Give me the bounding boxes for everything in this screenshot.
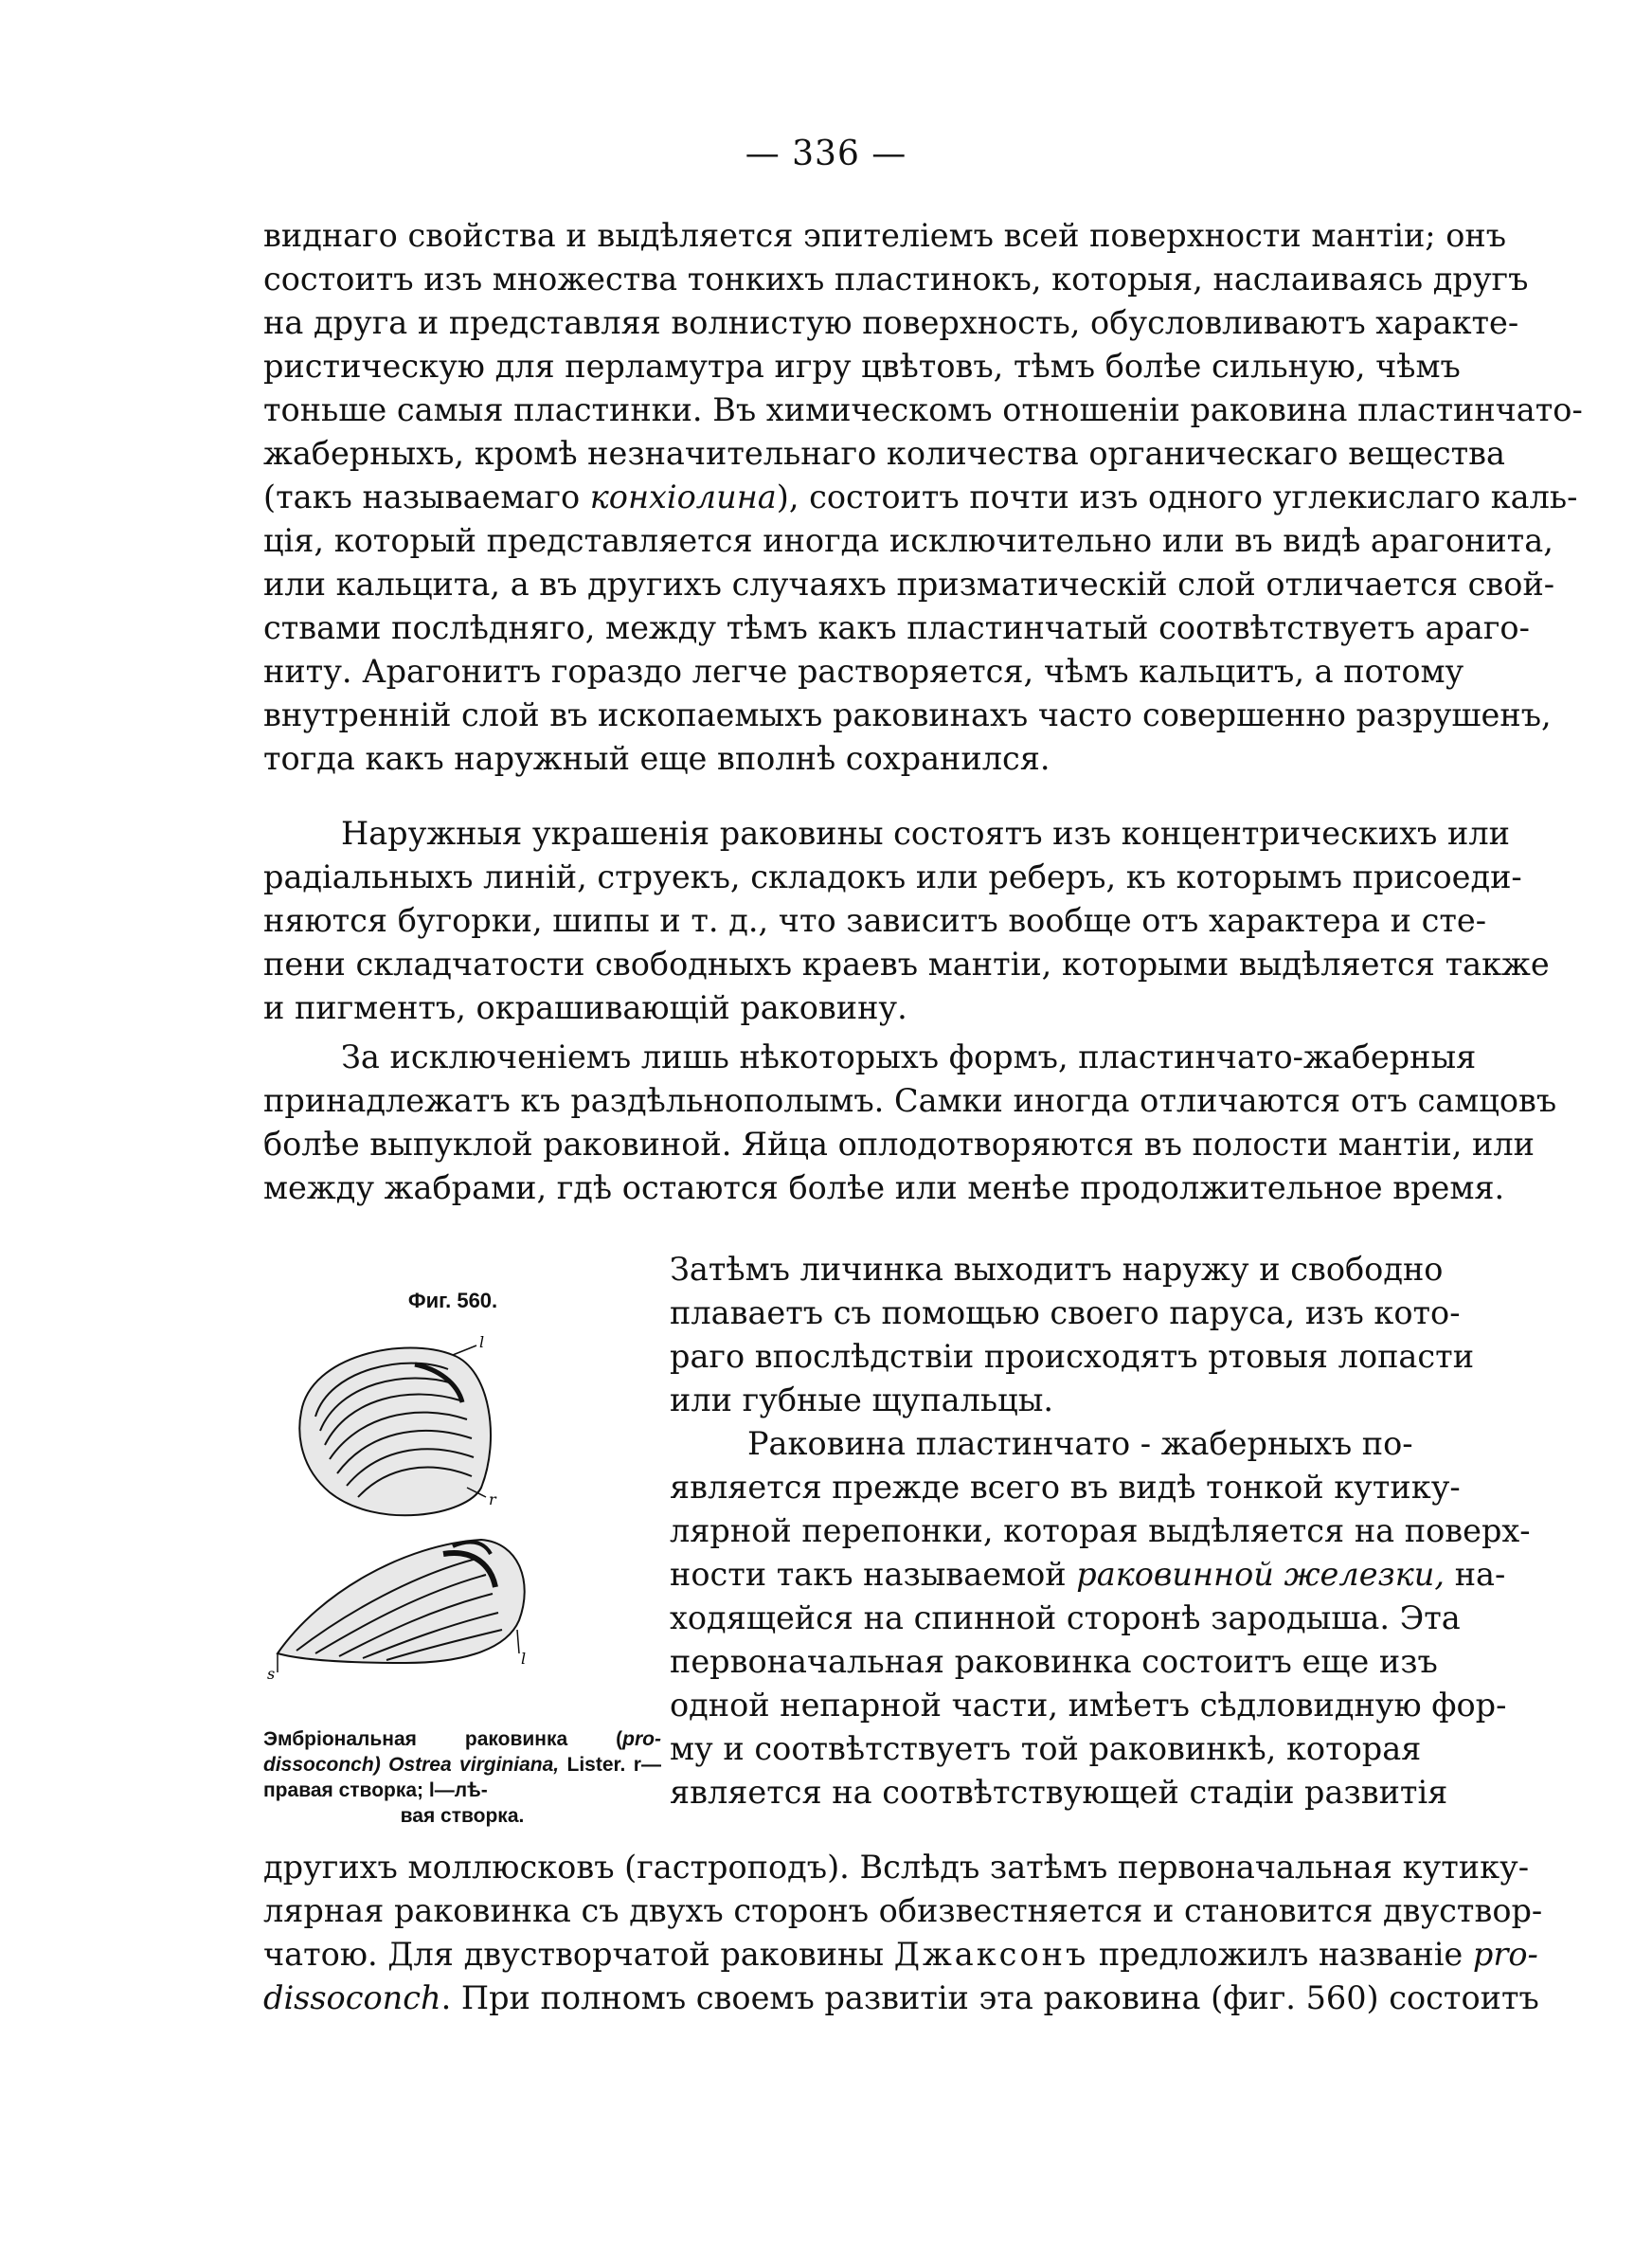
right-column-text [670, 1248, 1531, 1815]
text-line: первоначальная раковинка состоитъ еще изъ [670, 1643, 1438, 1680]
left-valve-drawing [278, 1540, 525, 1672]
text-run: ности такъ называемой [670, 1556, 1067, 1593]
shell-illustration [263, 1327, 566, 1706]
text-line: му и соотвѣтствуетъ той раковинкѣ, которая [670, 1730, 1422, 1767]
text-line: плаваетъ съ помощью своего паруса, изъ кото- [670, 1294, 1461, 1331]
label-l2-marker: l [521, 1650, 527, 1668]
text-line-mixed [263, 1933, 1538, 1977]
text-line: является прежде всего въ видѣ тонкой кутику- [670, 1469, 1461, 1506]
text-line: одной непарной части, имѣетъ сѣдловидную фор- [670, 1687, 1507, 1724]
text-line: няются бугорки, шипы и т. д., что зависитъ вообще отъ характера и сте- [263, 902, 1487, 939]
text-line: виднаго свойства и выдѣляется эпителіемъ всей поверхности мантіи; онъ [263, 217, 1507, 254]
paragraphs-ornament-sex [263, 812, 1557, 1210]
caption-text: r—правая створка; l—лѣ- [263, 1754, 661, 1801]
text-line: ниту. Арагонитъ гораздо легче растворяется, чѣмъ кальцитъ, а потому [263, 653, 1464, 690]
text-run: . При полномъ своемъ развитіи эта раковина (фиг. 560) состоитъ [440, 1979, 1539, 2016]
text-line: раго впослѣдствіи происходятъ ртовыя лопасти [670, 1338, 1475, 1375]
text-line: лярная раковинка съ двухъ сторонъ обизвестняется и становится двуствор- [263, 1892, 1543, 1929]
text-line: радіальныхъ линій, струекъ, складокъ или реберъ, къ которымъ присоеди- [263, 858, 1522, 895]
text-run: чатою. Для двустворчатой раковины [263, 1936, 885, 1973]
label-s-marker: s [267, 1665, 276, 1683]
italic-term: конхіолина [589, 478, 777, 515]
text-line: или губные щупальцы. [670, 1381, 1054, 1418]
text-line: на друга и представляя волнистую поверхность, обусловливаютъ характе- [263, 304, 1519, 341]
text-line-mixed [263, 476, 1578, 519]
paragraph-prodissoconch [263, 1846, 1543, 2020]
text-run: ), состоитъ почти изъ одного углекислаго каль- [776, 478, 1578, 515]
label-r-marker: r [489, 1490, 496, 1508]
text-line: тоньше самыя пластинки. Въ химическомъ отношеніи раковина пластинчато- [263, 391, 1583, 428]
text-line: ристическую для перламутра игру цвѣтовъ, тѣмъ болѣе сильную, чѣмъ [263, 348, 1461, 385]
label-l-marker: l [479, 1333, 485, 1351]
figure-caption [263, 1726, 661, 1829]
text-line: Затѣмъ личинка выходитъ наружу и свободно [670, 1251, 1444, 1288]
text-line: пени складчатости свободныхъ краевъ мантіи, которыми выдѣляется также [263, 946, 1550, 983]
text-line: лярной перепонки, которая выдѣляется на поверх- [670, 1512, 1531, 1549]
text-line-mixed [670, 1553, 1506, 1597]
caption-italic: pro- [622, 1728, 661, 1750]
text-line: Наружныя украшенія раковины состоятъ изъ концентрическихъ или [341, 815, 1510, 852]
caption-text: вая створка. [400, 1805, 525, 1827]
caption-italic: dissoconch) Ostrea virginiana, [263, 1754, 560, 1776]
text-run: на- [1445, 1556, 1506, 1593]
text-line: между жабрами, гдѣ остаются болѣе или менѣе продолжительное время. [263, 1169, 1505, 1206]
text-line: болѣе выпуклой раковиной. Яйца оплодотворяются въ полости мантіи, или [263, 1126, 1535, 1163]
text-line: ходящейся на спинной сторонѣ зародыша. Эта [670, 1599, 1461, 1636]
page-number: — 336 — [745, 135, 907, 173]
text-run: (такъ называемаго [263, 478, 581, 515]
author-name: Джаксонъ [893, 1936, 1089, 1973]
text-line: ція, который представляется иногда исключительно или въ видѣ арагонита, [263, 522, 1553, 559]
text-line: тогда какъ наружный еще вполнѣ сохранился. [263, 740, 1050, 777]
text-line: или кальцита, а въ другихъ случаяхъ призматическій слой отличается свой- [263, 566, 1555, 603]
figure-label: Фиг. 560. [407, 1289, 498, 1312]
figure-560 [263, 1289, 661, 1829]
text-line: жаберныхъ, кромѣ незначительнаго количества органическаго вещества [263, 435, 1505, 472]
caption-text: Lister. [566, 1754, 626, 1776]
text-line: внутренній слой въ ископаемыхъ раковинахъ часто совершенно разрушенъ, [263, 696, 1552, 733]
text-line: Раковина пластинчато - жаберныхъ по- [747, 1425, 1413, 1462]
italic-term: dissoconch [263, 1979, 441, 2016]
italic-term: pro- [1472, 1936, 1538, 1973]
paragraph-nacre [263, 214, 1583, 781]
text-line-mixed [263, 1977, 1539, 2020]
text-line: является на соотвѣтствующей стадіи развитія [670, 1774, 1448, 1811]
text-line: ствами послѣдняго, между тѣмъ какъ пластинчатый соотвѣтствуетъ араго- [263, 609, 1530, 646]
text-line: состоитъ изъ множества тонкихъ пластинокъ, которыя, наслаиваясь другъ [263, 261, 1529, 298]
italic-term: раковинной железки, [1076, 1556, 1446, 1593]
text-line: и пигментъ, окрашивающій раковину. [263, 989, 907, 1026]
text-line: другихъ моллюсковъ (гастроподъ). Вслѣдъ затѣмъ первоначальная кутику- [263, 1849, 1530, 1886]
text-line: За исключеніемъ лишь нѣкоторыхъ формъ, пластинчато-жаберныя [341, 1038, 1477, 1075]
text-run: предложилъ названіе [1088, 1936, 1463, 1973]
text-line: принадлежатъ къ раздѣльнополымъ. Самки иногда отличаются отъ самцовъ [263, 1082, 1557, 1119]
caption-text: Эмбріональная раковинка ( [263, 1728, 623, 1750]
right-valve-drawing [299, 1345, 491, 1515]
